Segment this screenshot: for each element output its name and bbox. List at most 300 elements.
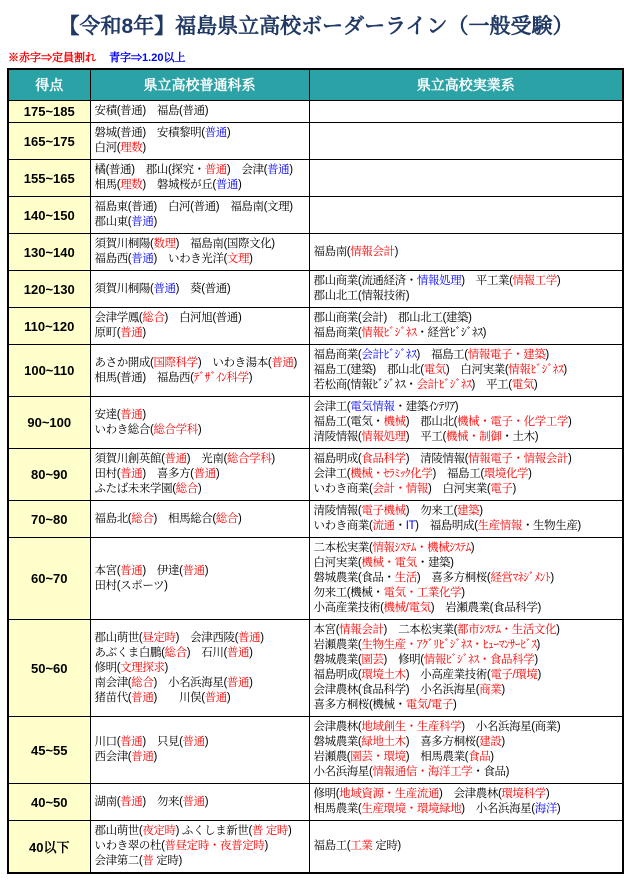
school-text-segment: 地域資源・生産流通 (339, 788, 440, 800)
school-text-segment: ) (260, 631, 264, 644)
score-cell: 100~110 (8, 345, 90, 397)
legend-red-note: ※赤字⇒定員割れ (8, 52, 96, 64)
school-text-segment: 普通 (204, 127, 227, 139)
school-text-segment: 総合 (131, 676, 154, 689)
school-line (314, 245, 619, 260)
school-text-segment: ) (394, 245, 399, 258)
school-text-segment: ) (164, 661, 168, 674)
school-text-segment: ) (550, 572, 554, 584)
school-text-segment: 福島明成( (313, 669, 362, 681)
school-text-segment: 電気 (423, 364, 446, 376)
general-cell (90, 101, 309, 123)
school-line (95, 408, 305, 423)
school-line (95, 200, 305, 215)
vocational-cell (309, 821, 623, 874)
school-line (314, 541, 619, 556)
school-text-segment: あぶくま白鵬( (94, 646, 165, 659)
school-text-segment: ) 福島南(国際文化) (175, 238, 275, 250)
school-text-segment: ) 喜多方桐桜( (416, 572, 491, 584)
school-text-segment: 理数 (120, 179, 143, 191)
general-cell (90, 449, 309, 501)
vocational-cell (309, 308, 623, 345)
legend-blue-note: 青字⇒1.20以上 (109, 52, 186, 64)
school-text-segment: 電子 (490, 483, 513, 495)
school-text-segment: ) (293, 356, 297, 369)
table-row (8, 197, 623, 234)
school-text-segment: 普通 (238, 631, 261, 644)
score-cell: 45~55 (8, 717, 90, 784)
school-text-segment: ) (204, 795, 209, 808)
school-text-segment: ) 只見( (142, 736, 183, 748)
school-text-segment: 郡山商業(会計) 郡山北工(建築) (313, 312, 472, 324)
school-text-segment: 情報処理 (416, 275, 462, 287)
school-text-segment: ふたば未来学園( (94, 483, 176, 495)
school-text-segment: 情報処理 (361, 431, 406, 443)
school-text-segment: 修明( (313, 788, 340, 800)
school-text-segment: 電気/電子 (405, 699, 453, 711)
school-text-segment: 数理 (153, 238, 176, 250)
school-text-segment: 普通 (131, 253, 154, 265)
school-text-segment: 郡山東( (94, 216, 132, 228)
school-text-segment: ) 平工業( (461, 275, 513, 287)
general-cell (90, 538, 309, 620)
school-text-segment: 二本松実業( (313, 542, 373, 554)
school-line (314, 452, 619, 467)
school-text-segment: ) 石川( (186, 646, 227, 659)
school-text-segment: いわき翠の杜( (94, 840, 165, 852)
general-cell (90, 271, 309, 308)
school-text-segment: 電気情報 (350, 401, 395, 413)
school-text-segment: 情報ｼｽﾃﾑ・機械ｼｽﾃﾑ (372, 542, 471, 554)
school-line (95, 163, 305, 178)
school-text-segment: ) (452, 699, 457, 711)
school-text-segment: 情報ﾋﾞｼﾞﾈｽ (508, 364, 564, 376)
school-text-segment: 文理探求 (120, 661, 165, 674)
score-cell: 90~100 (8, 397, 90, 449)
school-line (95, 356, 305, 371)
school-line (95, 691, 305, 706)
school-line (314, 311, 619, 326)
school-text-segment: ) (461, 587, 465, 599)
school-text-segment: 情報電子・建築 (467, 349, 546, 361)
school-text-segment: 磐城農業(食品・ (313, 572, 395, 584)
school-text-segment: 情報会計 (339, 624, 384, 636)
school-line (314, 720, 619, 735)
school-line (314, 571, 619, 586)
school-text-segment: 普通 (120, 736, 143, 748)
school-text-segment: ) (536, 639, 540, 651)
vocational-cell (309, 397, 623, 449)
school-text-segment: 総合 (164, 646, 187, 659)
school-text-segment: ) 福島工( (432, 468, 484, 480)
table-row (8, 397, 623, 449)
general-cell (90, 308, 309, 345)
school-text-segment: 会津工( (313, 401, 351, 413)
school-text-segment: 原町( (94, 327, 121, 339)
school-line (314, 378, 619, 393)
school-text-segment: ) (197, 483, 202, 495)
vocational-cell (309, 345, 623, 397)
school-text-segment: 安積(普通) 福島(普通) (94, 105, 209, 117)
school-text-segment: 普 定時 (251, 825, 289, 837)
school-text-segment: 電気・工業化学 (383, 587, 462, 599)
school-text-segment: 普通 (182, 564, 205, 577)
score-cell: 165~175 (8, 123, 90, 160)
school-text-segment: 普通 (271, 356, 294, 369)
school-line (314, 415, 619, 430)
school-text-segment: 小高産業技術( (313, 602, 384, 614)
school-text-segment: ) 会津( (226, 164, 268, 176)
school-text-segment: 普通 (226, 676, 250, 689)
school-text-segment: ) (501, 736, 505, 748)
school-line (314, 504, 619, 519)
school-text-segment: 南会津( (94, 676, 132, 689)
vocational-cell (309, 234, 623, 271)
school-text-segment: 機械・電子・化学工学 (457, 416, 568, 428)
school-text-segment: ) 白河実業( (445, 364, 509, 376)
school-text-segment: ﾃﾞｻﾞｲﾝ科学 (193, 371, 249, 384)
school-text-segment: 電子/環境 (490, 669, 538, 681)
school-text-segment: 普通 (120, 564, 143, 577)
score-cell: 140~150 (8, 197, 90, 234)
score-cell: 110~120 (8, 308, 90, 345)
school-text-segment: 普通 (120, 468, 143, 480)
school-text-segment: ) (568, 416, 572, 428)
school-line (314, 430, 619, 445)
school-text-segment: ・建築) (416, 557, 454, 569)
general-cell (90, 197, 309, 234)
school-line (95, 735, 305, 750)
school-line (95, 676, 305, 691)
school-text-segment: 昼定時 (142, 631, 176, 644)
school-line (95, 824, 305, 839)
general-cell (90, 821, 309, 874)
vocational-cell (309, 620, 623, 717)
school-line (314, 623, 619, 638)
school-text-segment: 電気 (511, 379, 534, 391)
score-cell: 80~90 (8, 449, 90, 501)
school-text-segment: 普通 (131, 751, 154, 763)
school-text-segment: 岩瀬農業( (313, 639, 362, 651)
school-text-segment: いわき総合( (94, 423, 154, 436)
school-line (95, 750, 305, 765)
school-line (314, 698, 619, 713)
school-text-segment: 普通 (193, 468, 216, 480)
school-text-segment: ) いわき光洋( (153, 253, 227, 265)
school-text-segment: 定時) (372, 840, 401, 852)
school-line (95, 423, 305, 438)
school-text-segment: ) (545, 349, 549, 361)
table-row (8, 449, 623, 501)
school-text-segment: ) 修明( (383, 654, 424, 666)
table-row (8, 784, 623, 821)
school-text-segment: ) (288, 825, 292, 837)
score-cell: 40以下 (8, 821, 90, 874)
school-text-segment: ) (512, 483, 516, 495)
school-line (314, 289, 619, 304)
school-text-segment: 郡山商業(流通経済・ (313, 275, 417, 287)
school-text-segment: 勿来工(機械・ (313, 587, 384, 599)
school-text-segment: 理数 (120, 142, 143, 154)
school-text-segment: 夜定時 (142, 825, 176, 837)
school-line (95, 795, 305, 810)
school-text-segment: ) (289, 164, 293, 176)
school-text-segment: 磐城農業( (313, 736, 362, 748)
school-text-segment: 猪苗代( (94, 691, 132, 704)
school-line (95, 646, 305, 661)
school-text-segment: 白河( (94, 142, 121, 154)
school-text-segment: ・ (394, 520, 406, 532)
school-text-segment: 田村( (94, 468, 121, 480)
school-text-segment: ) 勿来工( (405, 505, 458, 517)
school-text-segment: ) (226, 127, 231, 139)
school-text-segment: ) (142, 327, 146, 339)
school-text-segment: 経営ﾏﾈｼﾞﾒﾝﾄ (490, 572, 551, 584)
school-text-segment: 機械/電気 (383, 602, 431, 614)
school-text-segment: 情報工学 (512, 275, 557, 287)
school-text-segment: 建築 (457, 505, 480, 517)
school-text-segment: 普通 (204, 691, 227, 704)
school-text-segment: 普通 (120, 795, 143, 808)
school-text-segment: 流通 (372, 520, 395, 532)
school-text-segment: 福島工( (313, 840, 351, 852)
school-text-segment: ) (568, 453, 572, 465)
school-text-segment: 普通 (120, 408, 143, 421)
school-text-segment: 地域創生・生産科学 (361, 721, 462, 733)
school-text-segment: ) 二本松実業( (383, 624, 458, 636)
school-text-segment: いわき商業( (313, 520, 373, 532)
school-text-segment: 普通 (267, 164, 290, 176)
school-line (314, 653, 619, 668)
school-text-segment: ・経営ﾋﾞｼﾞﾈｽ) (416, 327, 487, 339)
school-text-segment: 修明( (94, 661, 121, 674)
score-cell: 60~70 (8, 538, 90, 620)
school-line (95, 237, 305, 252)
school-text-segment: ) 相馬総合( (153, 512, 216, 525)
school-text-segment: 相馬(普通) 福島西( (94, 371, 194, 384)
school-text-segment: 機械 (383, 416, 406, 428)
vocational-cell (309, 123, 623, 160)
general-cell (90, 784, 309, 821)
school-text-segment: 磐城農業( (313, 654, 362, 666)
school-text-segment: 会津第二( (94, 855, 143, 867)
school-text-segment: 会津農林( (313, 721, 362, 733)
school-text-segment: ) 白河旭(普通) (164, 312, 242, 324)
table-row (8, 345, 623, 397)
school-text-segment: ) (153, 751, 157, 763)
school-text-segment: 総合 (142, 312, 165, 324)
school-text-segment: 普通 (164, 453, 187, 465)
school-text-segment: あさか開成( (94, 356, 154, 369)
general-cell (90, 234, 309, 271)
general-cell (90, 717, 309, 784)
school-text-segment: 電子機械 (361, 505, 406, 517)
school-text-segment: ) (528, 468, 532, 480)
general-cell (90, 501, 309, 538)
school-text-segment: 生活 (394, 572, 417, 584)
school-text-segment: ) 川俣( (153, 691, 205, 704)
school-line (314, 363, 619, 378)
school-text-segment: ・土木) (501, 431, 539, 443)
school-line (314, 683, 619, 698)
school-line (314, 638, 619, 653)
school-text-segment: 食品 (468, 751, 491, 763)
school-text-segment: 磐城(普通) 安積黎明( (94, 127, 205, 139)
school-line (95, 252, 305, 267)
score-cell: 155~165 (8, 160, 90, 197)
general-cell (90, 620, 309, 717)
school-text-segment: ) (197, 423, 202, 436)
school-text-segment: ) (249, 253, 253, 265)
school-text-segment: 会計ﾋﾞｼﾞﾈｽ (361, 349, 417, 361)
school-text-segment: 普通 (204, 164, 227, 176)
school-text-segment: ) (470, 542, 475, 554)
school-text-segment: 機械・電気 (361, 557, 417, 569)
school-text-segment: ) 白河実業( (427, 483, 491, 495)
table-row (8, 123, 623, 160)
school-text-segment: 福島商業( (313, 327, 362, 339)
school-text-segment: ) 小名浜海星( (153, 676, 227, 689)
school-text-segment: 普通 (182, 795, 205, 808)
school-line (314, 668, 619, 683)
school-text-segment: 福島東(普通) 白河(普通) 福島南(文理) (94, 201, 293, 213)
school-text-segment: 須賀川桐陽( (94, 282, 154, 295)
school-text-segment: ) 平工( (471, 379, 512, 391)
school-text-segment: ) (537, 669, 541, 681)
legend (8, 49, 625, 65)
school-text-segment: 福島商業( (313, 349, 362, 361)
school-line (314, 519, 619, 534)
school-text-segment: 普通 (120, 327, 143, 339)
school-text-segment: ) 会津農林( (439, 788, 502, 800)
school-text-segment: ) (238, 512, 242, 525)
school-text-segment: 文理 (226, 253, 250, 265)
school-text-segment: 普通 (131, 691, 154, 704)
school-line (95, 141, 305, 156)
school-text-segment: 都市ｼｽﾃﾑ・生活文化 (457, 624, 557, 636)
vocational-cell (309, 784, 623, 821)
school-text-segment: ) (153, 216, 157, 228)
col-header-general: 県立高校普通科系 (90, 69, 309, 101)
school-text-segment: 情報電子・情報会計 (468, 453, 569, 465)
school-text-segment: 普通 (215, 179, 239, 191)
page-title: 【令和8年】福島県立高校ボーダーライン（一般受験） (58, 15, 574, 38)
school-line (314, 482, 619, 497)
school-text-segment: ) 福島明成( (415, 520, 478, 532)
school-text-segment: ) (490, 751, 494, 763)
school-line (95, 311, 305, 326)
school-text-segment: ) 葵(普通) (175, 282, 231, 295)
general-cell (90, 123, 309, 160)
school-text-segment: ) (533, 379, 538, 391)
school-text-segment: 園芸 (361, 654, 384, 666)
school-text-segment: 総合学科 (226, 453, 272, 465)
school-text-segment: 福島南( (313, 245, 351, 258)
school-text-segment: 普通 (153, 282, 176, 295)
table-row (8, 160, 623, 197)
table-row (8, 821, 623, 874)
score-cell: 50~60 (8, 620, 90, 717)
school-text-segment: いわき商業( (313, 483, 373, 495)
school-line (95, 564, 305, 579)
school-text-segment: 生物生産・ｱｸﾞﾘﾋﾞｼﾞﾈｽ・ﾋｭｰﾏﾝｻｰﾋﾞｽ (361, 639, 537, 651)
school-text-segment: 情報ﾋﾞｼﾞﾈｽ (361, 327, 417, 339)
school-text-segment: 会津学鳳( (94, 312, 143, 324)
school-text-segment: ) 小高産業技術( (405, 669, 491, 681)
school-text-segment: 工業 (350, 840, 373, 852)
school-text-segment: 川口( (94, 736, 121, 748)
school-text-segment: 小名浜海星( (313, 766, 373, 778)
school-text-segment: ) いわき湯本( (197, 356, 272, 369)
general-cell (90, 345, 309, 397)
borderline-table (7, 68, 624, 874)
vocational-cell (309, 538, 623, 620)
school-text-segment: ) (545, 788, 550, 800)
score-cell: 70~80 (8, 501, 90, 538)
school-text-segment: 普 (142, 855, 154, 867)
school-text-segment: 若松商(情報ﾋﾞｼﾞﾈｽ・ (313, 379, 417, 391)
school-text-segment: 郡山萌世( (94, 825, 143, 837)
school-text-segment: ) 小名浜海星(商業) (461, 721, 561, 733)
score-cell: 130~140 (8, 234, 90, 271)
school-text-segment: 建設 (479, 736, 502, 748)
school-text-segment: 福島工(建築) 郡山北( (313, 364, 424, 376)
school-text-segment: 本宮( (94, 564, 121, 577)
school-text-segment: 会計・情報 (372, 483, 428, 495)
school-text-segment: ・生物生産) (521, 520, 581, 532)
school-text-segment: 機械・制御 (445, 431, 502, 443)
school-line (95, 178, 305, 193)
school-text-segment: 岩瀬農( (313, 751, 351, 763)
school-text-segment: 須賀川桐陽( (94, 238, 154, 250)
school-text-segment: ) 清陵情報( (405, 453, 469, 465)
vocational-cell (309, 160, 623, 197)
school-text-segment: ) 平工( (405, 431, 446, 443)
school-text-segment: ) 福島工( (416, 349, 468, 361)
school-line (314, 467, 619, 482)
school-text-segment: 清陵情報( (313, 431, 362, 443)
table-row (8, 271, 623, 308)
school-line (95, 104, 305, 119)
school-text-segment: ) (142, 142, 146, 154)
school-text-segment: ) 会津西陵( (175, 631, 239, 644)
school-text-segment: 機械・ｾﾗﾐｯｸ化学 (350, 468, 433, 480)
school-line (314, 556, 619, 571)
score-cell: 40~50 (8, 784, 90, 821)
school-text-segment: ) (204, 564, 209, 577)
school-line (314, 400, 619, 415)
school-text-segment: 福島西( (94, 253, 132, 265)
school-line (95, 326, 305, 341)
school-text-segment: 総合学科 (153, 423, 198, 436)
table-row (8, 501, 623, 538)
school-text-segment: ) ふくしま新世( (175, 825, 252, 837)
vocational-cell (309, 271, 623, 308)
school-text-segment: 清陵情報( (313, 505, 362, 517)
vocational-cell (309, 501, 623, 538)
school-text-segment: 普通 (182, 736, 205, 748)
school-text-segment: ) (271, 453, 275, 465)
school-text-segment: ) 喜多方( (142, 468, 194, 480)
school-text-segment: 園芸・環境 (350, 751, 406, 763)
school-line (314, 750, 619, 765)
school-text-segment: 郡山北工(情報技術) (313, 290, 410, 302)
school-text-segment: 普通 (226, 646, 250, 659)
school-line (314, 601, 619, 616)
school-text-segment: ) (563, 364, 567, 376)
school-text-segment: 会津工( (313, 468, 351, 480)
school-line (314, 839, 619, 854)
